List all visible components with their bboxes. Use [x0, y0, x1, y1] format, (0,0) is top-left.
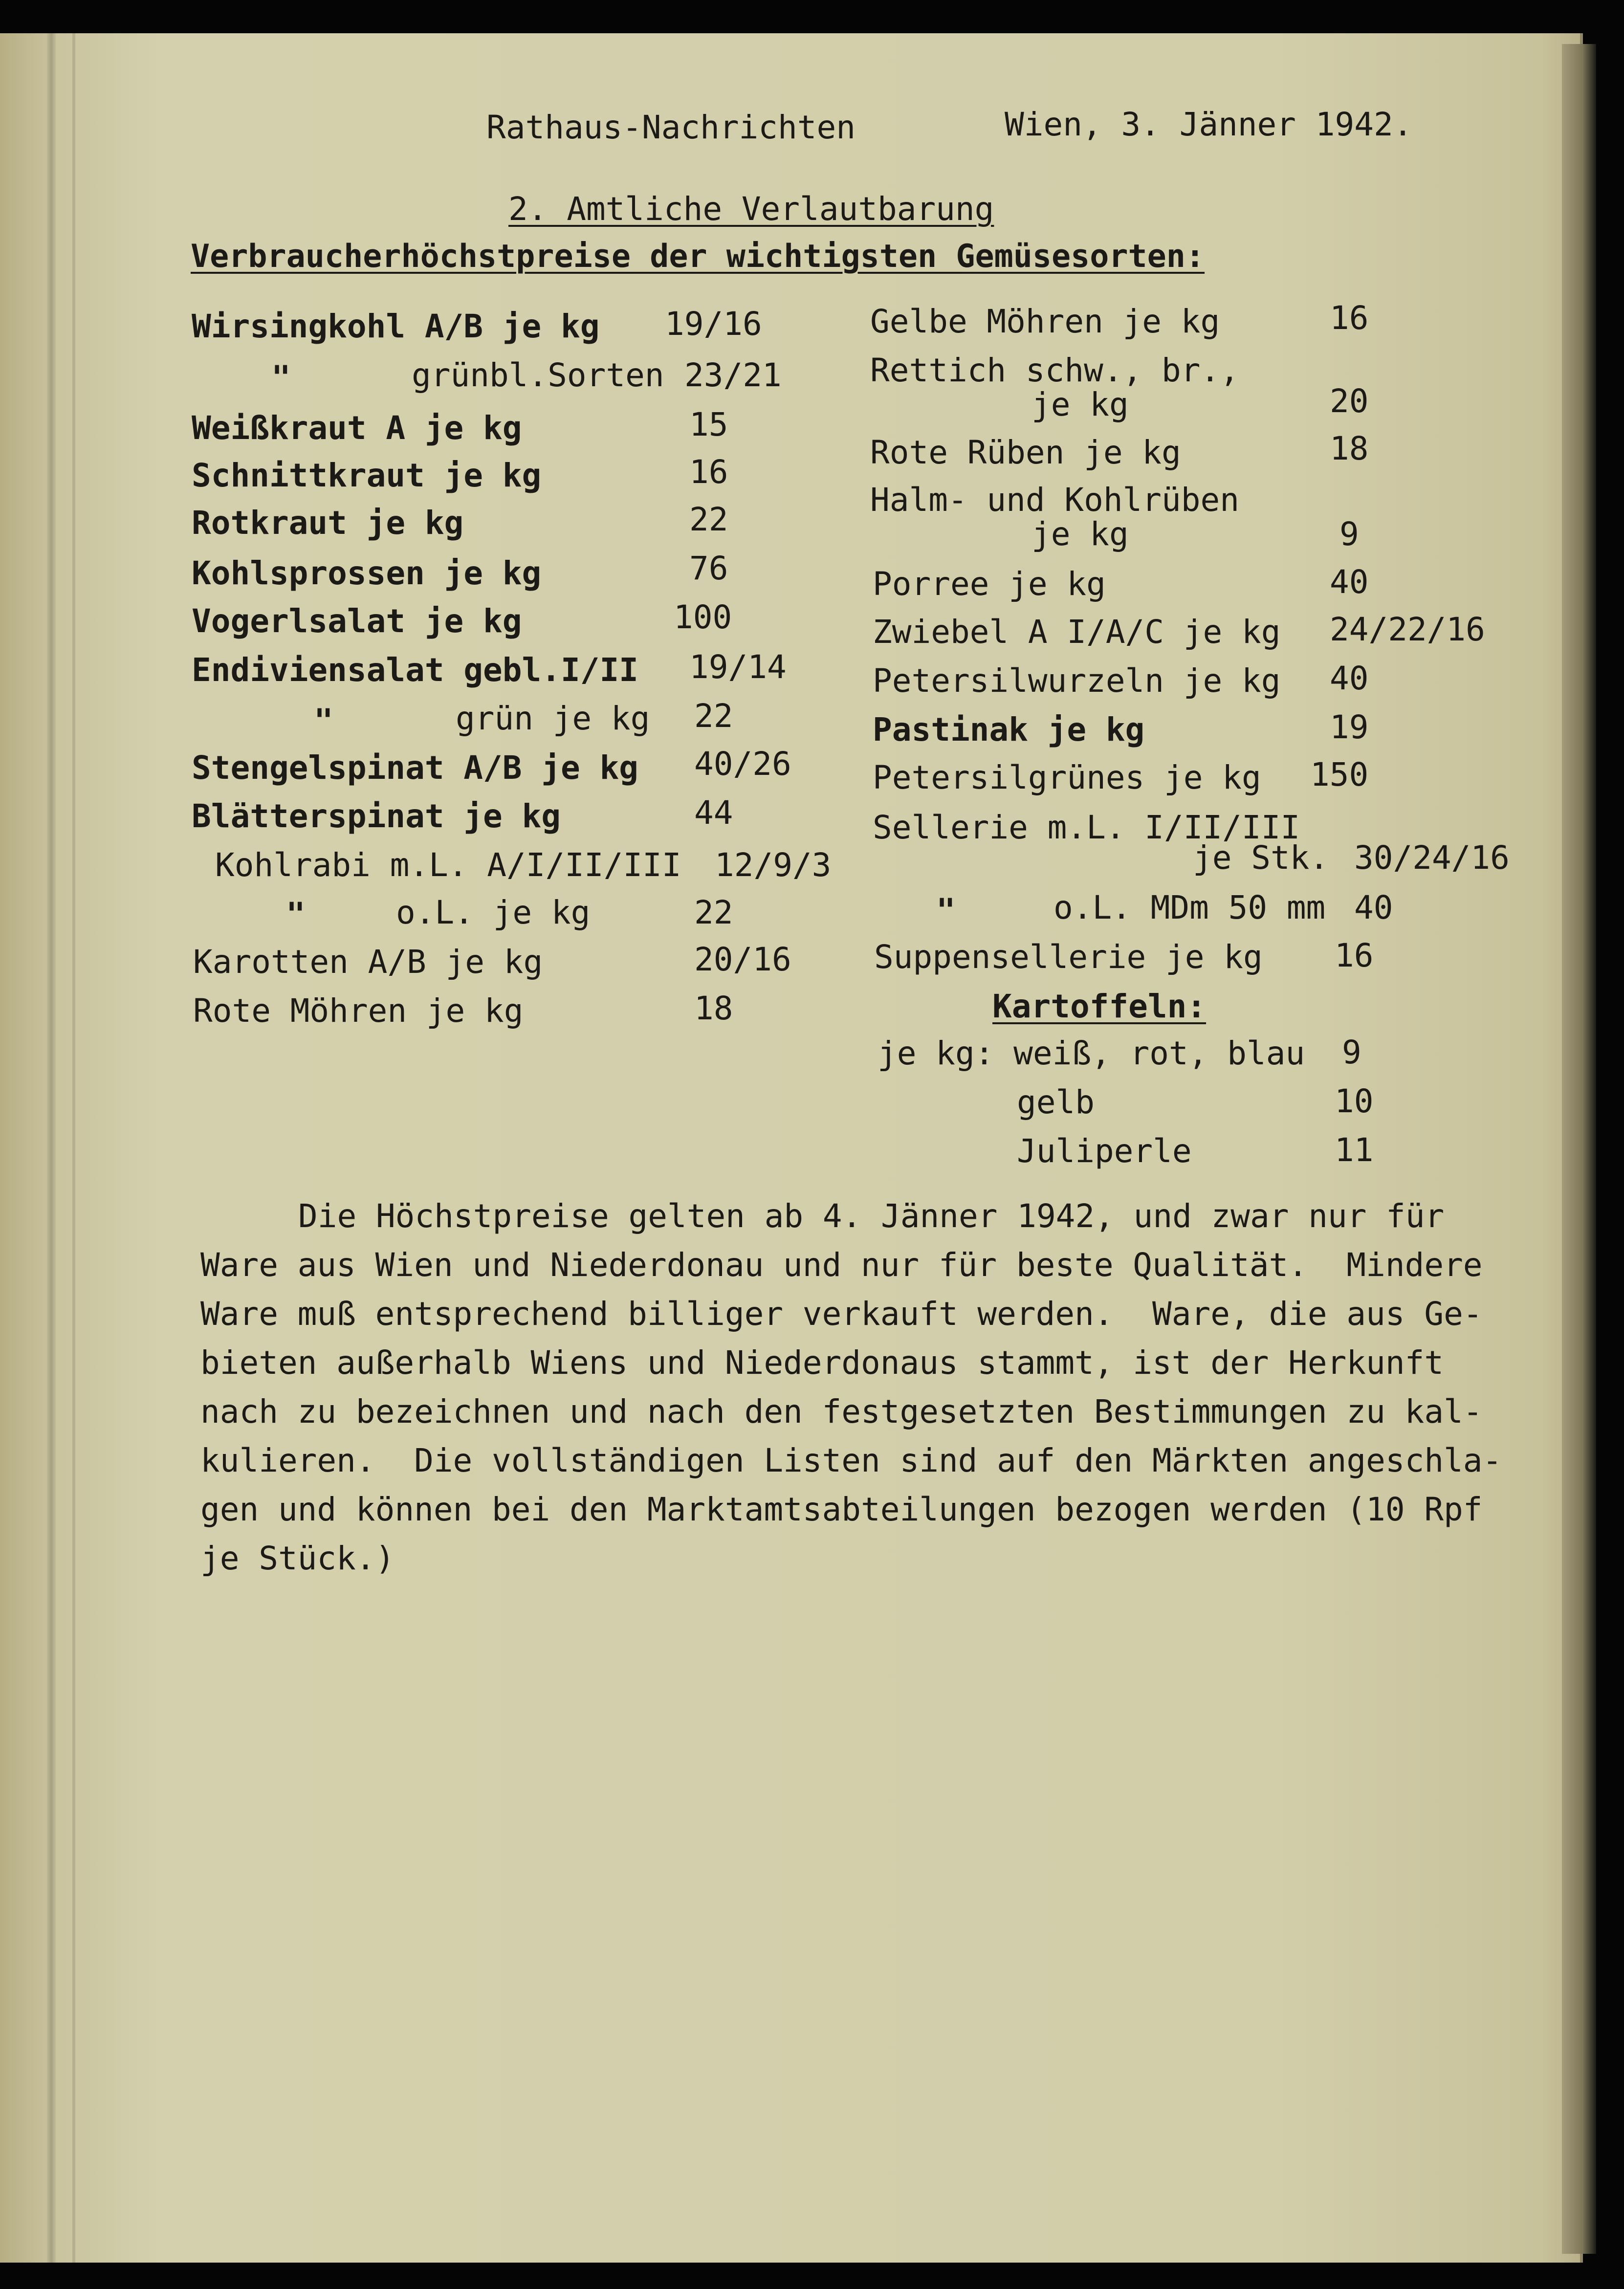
right-item-price: 150 — [1310, 756, 1369, 793]
right-item-price: 16 — [1330, 299, 1369, 337]
right-item-name-cont: je kg — [1031, 515, 1129, 553]
left-item-price: 23/21 — [684, 356, 782, 394]
left-item-name-cont: grünbl.Sorten — [412, 356, 664, 394]
left-item-price: 18 — [694, 990, 733, 1027]
subtitle: Verbraucherhöchstpreise der wichtigsten Gemüsesorten: — [191, 238, 1205, 275]
left-item-price: 40/26 — [694, 745, 791, 783]
right-item-price: 9 — [1339, 515, 1359, 553]
left-item-ditto: " — [286, 896, 306, 933]
right-item-name: Porree je kg — [873, 565, 1106, 603]
left-item-name: Schnittkraut je kg — [192, 457, 542, 494]
left-item-price: 20/16 — [694, 941, 791, 978]
right-item-price: 40 — [1330, 563, 1369, 601]
left-item-name: Blätterspinat je kg — [192, 797, 561, 835]
right-item-price: 16 — [1335, 937, 1374, 974]
right-item-name: Rote Rüben je kg — [870, 434, 1181, 471]
left-item-price: 15 — [689, 406, 728, 443]
kartoffeln-item-name: Juliperle — [1017, 1132, 1192, 1170]
kartoffeln-item-name: gelb — [1017, 1083, 1095, 1121]
kartoffeln-item-price: 10 — [1335, 1082, 1374, 1120]
right-item-price: 40 — [1354, 889, 1393, 926]
left-item-price: 22 — [694, 894, 733, 931]
left-item-name: Karotten A/B je kg — [193, 943, 543, 981]
right-item-name: Rettich schw., br., — [870, 352, 1239, 389]
paragraph-line: kulieren. Die vollständigen Listen sind auf den Märkten angeschla- — [200, 1442, 1502, 1479]
right-item-name-cont: o.L. MDm 50 mm — [1053, 889, 1326, 926]
left-item-price: 22 — [694, 697, 733, 735]
left-item-name: Rote Möhren je kg — [193, 992, 524, 1030]
paragraph-line: je Stück.) — [200, 1540, 395, 1577]
left-item-name: Endiviensalat gebl.I/II — [192, 651, 638, 689]
left-item-name-cont: grün je kg — [456, 700, 650, 737]
left-item-name: Vogerlsalat je kg — [192, 602, 522, 640]
section-title: 2. Amtliche Verlautbarung — [508, 190, 994, 228]
left-item-price: 76 — [689, 550, 728, 587]
left-item-name: Weißkraut A je kg — [192, 409, 522, 447]
right-item-price: 19 — [1330, 708, 1369, 746]
kartoffeln-item-price: 9 — [1342, 1034, 1361, 1071]
header-publication: Rathaus-Nachrichten — [486, 109, 856, 146]
left-item-name: Kohlrabi m.L. A/I/II/III — [215, 846, 681, 884]
right-item-name: Pastinak je kg — [873, 711, 1145, 748]
right-item-name-cont: je kg — [1031, 386, 1129, 423]
left-item-name-cont: o.L. je kg — [396, 894, 591, 931]
left-item-name: Stengelspinat A/B je kg — [192, 749, 638, 787]
left-item-name: Kohlsprossen je kg — [192, 554, 542, 592]
left-item-price: 100 — [674, 598, 732, 636]
right-item-name: Suppensellerie je kg — [874, 938, 1263, 976]
left-item-price: 44 — [694, 794, 733, 832]
left-item-ditto: " — [271, 359, 291, 396]
left-item-price: 19/14 — [689, 648, 787, 686]
page-fold — [47, 33, 56, 2263]
right-item-name: Halm- und Kohlrüben — [870, 481, 1239, 519]
left-item-price: 16 — [689, 453, 728, 491]
kartoffeln-item-price: 11 — [1335, 1131, 1374, 1169]
paragraph-line: nach zu bezeichnen und nach den festgesetzten Bestimmungen zu kal- — [200, 1393, 1483, 1431]
left-item-name: Wirsingkohl A/B je kg — [192, 308, 600, 345]
right-item-price: 40 — [1330, 660, 1369, 697]
left-item-price: 22 — [689, 501, 728, 538]
left-item-ditto: " — [314, 702, 333, 740]
right-item-price: 20 — [1330, 382, 1369, 420]
right-item-name: Sellerie m.L. I/II/III — [873, 809, 1300, 846]
paragraph-line: Ware muß entsprechend billiger verkauft werden. Ware, die aus Ge- — [200, 1295, 1483, 1333]
kartoffeln-heading: Kartoffeln: — [992, 988, 1207, 1025]
left-item-price: 12/9/3 — [715, 846, 832, 884]
paragraph-line: Die Höchstpreise gelten ab 4. Jänner 1942, und zwar nur für — [298, 1197, 1445, 1235]
right-item-price: 30/24/16 — [1354, 839, 1510, 877]
right-item-price: 18 — [1330, 430, 1369, 467]
kartoffeln-item-name: je kg: weiß, rot, blau — [878, 1034, 1305, 1072]
paragraph-line: gen und können bei den Marktamtsabteilungen bezogen werden (10 Rpf — [200, 1491, 1483, 1528]
right-item-price: 24/22/16 — [1330, 611, 1485, 648]
right-item-name-cont: je Stk. — [1193, 839, 1329, 877]
right-item-name: Gelbe Möhren je kg — [870, 303, 1220, 340]
right-item-name: Zwiebel A I/A/C je kg — [873, 613, 1281, 651]
header-date: Wien, 3. Jänner 1942. — [1005, 106, 1413, 143]
left-item-name: Rotkraut je kg — [192, 504, 464, 542]
stacked-page-edges — [1562, 44, 1596, 2254]
right-item-name: Petersilgrünes je kg — [873, 759, 1261, 796]
right-item-name: Petersilwurzeln je kg — [873, 662, 1281, 700]
right-item-ditto: " — [936, 892, 956, 929]
paragraph-line: bieten außerhalb Wiens und Niederdonaus stammt, ist der Herkunft — [200, 1344, 1444, 1382]
binding-stripe — [72, 33, 75, 2263]
paragraph-line: Ware aus Wien und Niederdonau und nur für beste Qualität. Mindere — [200, 1246, 1483, 1284]
left-item-price: 19/16 — [665, 305, 762, 343]
